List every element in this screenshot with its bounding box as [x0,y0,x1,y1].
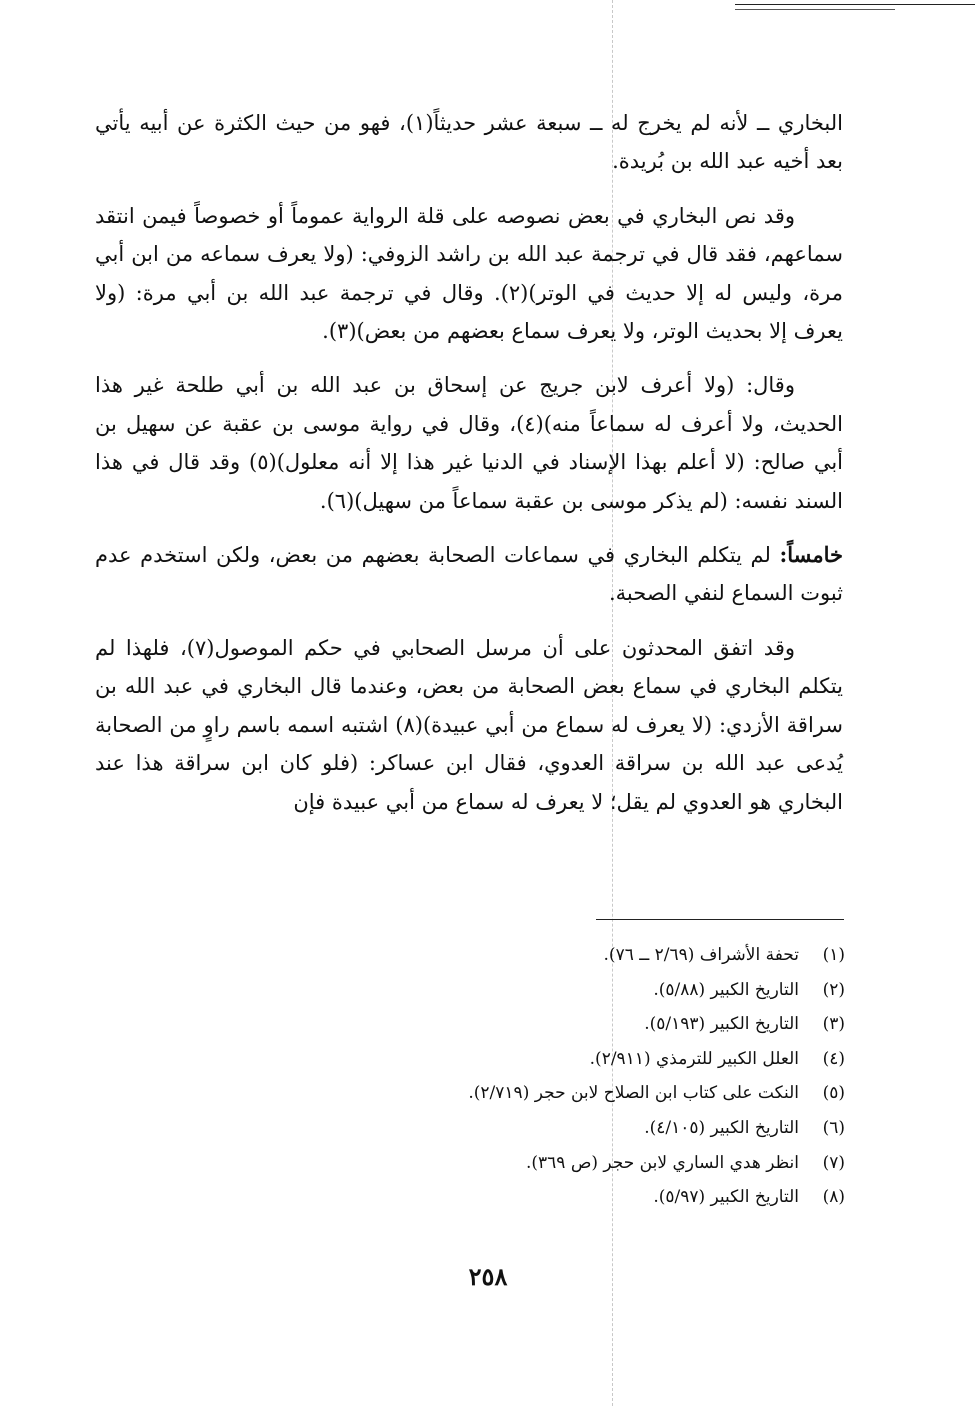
paragraph-3-text: وقال: (ولا أعرف لابن جريج عن إسحاق بن عبد الله بن أبي طلحة غير هذا الحديث، ولا أعرف له سماعاً منه)(٤)، وقال في رواية موسى بن عقبة عن سهيل بن أبي صالح: (لا أعلم بهذا الإسناد في الدنيا غير هذا إلا أنه معلول)(٥) وقد قال في هذا السند نفسه: (لم يذكر موسى بن عقبة سماعاً من سهيل)(٦). [95,373,844,513]
paragraph-4-lead: خامساً: [779,542,843,568]
footnote-8 [300,1180,845,1215]
footnote-text: التاريخ الكبير (٥/١٩٣). [644,1014,799,1035]
footnote-3 [300,1007,845,1042]
footnote-text: التاريخ الكبير (٤/١٠٥). [644,1117,799,1138]
paragraph-5 [95,629,843,821]
footnote-number: (٧) [822,1152,845,1173]
footnote-text: انظر هدي الساري لابن حجر (ص ٣٦٩). [525,1152,799,1173]
footnote-7 [300,1146,845,1181]
paragraph-1 [95,104,843,181]
footnote-6 [300,1111,845,1146]
footnote-2 [300,973,845,1008]
footnote-separator [596,919,844,920]
footnote-text: النكت على كتاب ابن الصلاح لابن حجر (٢/٧١٩). [468,1083,799,1104]
footnote-text: التاريخ الكبير (٥/٩٧). [653,1187,799,1208]
footnote-4 [300,1042,845,1077]
header-rule [735,4,975,5]
footnote-text: تحفة الأشراف (٢/٦٩ ــ ٧٦). [603,945,799,965]
footnote-number: (٢) [822,979,845,1000]
paragraph-2 [95,197,843,351]
footnote-text: التاريخ الكبير (٥/٨٨). [653,979,799,1000]
paragraph-3 [95,366,843,520]
paragraph-4-text: لم يتكلم البخاري في سماعات الصحابة بعضهم من بعض، ولكن استخدم عدم ثبوت السماع لنفي الصحبة. [95,543,843,606]
main-text [95,104,843,837]
footnote-1 [300,938,845,973]
footnote-number: (٦) [822,1117,845,1138]
paragraph-5-text: وقد اتفق المحدثون على أن مرسل الصحابي في حكم الموصول(٧)، فلهذا لم يتكلم البخاري في سماع بعض الصحابة من بعض، وعندما قال البخاري في عبد الله بن سراقة الأزدي: (لا يعرف له سماع من أبي عبيدة)(٨) اشتبه اسمه باسم راوٍ من الصحابة يُدعى عبد الله بن سراقة العدوي، فقال ابن عساكر: (فلو كان ابن سراقة هذا عند البخاري هو العدوي لم يقل؛ لا يعرف له سماع من أبي عبيدة فإن [95,635,843,814]
footnote-number: (٤) [822,1048,845,1069]
paragraph-1-text: البخاري ــ لأنه لم يخرج له ــ سبعة عشر حديثاً(١)، فهو من حيث الكثرة عن أبيه يأتي بعد أخيه عبد الله بن بُريدة. [95,111,843,174]
page-number: ٢٥٨ [468,1262,508,1291]
footnote-number: (١) [822,945,845,965]
footnote-text: العلل الكبير للترمذي (٢/٩١١). [589,1048,799,1069]
footnotes [300,938,845,1215]
footnote-number: (٣) [822,1014,845,1035]
footnote-5 [300,1076,845,1111]
paragraph-4 [95,536,843,613]
header-rule-secondary [735,9,895,10]
paragraph-2-text: وقد نص البخاري في بعض نصوصه على قلة الرواية عموماً أو خصوصاً فيمن انتقد سماعهم، فقد قال في ترجمة عبد الله بن راشد الزوفي: (ولا يعرف سماعه من ابن أبي مرة، وليس له إلا حديث في الوتر)(٢). وقال في ترجمة عبد الله بن أبي مرة: (ولا يعرف إلا بحديث الوتر، ولا يعرف سماع بعضهم من بعض)(٣). [95,203,843,344]
footnote-number: (٨) [822,1187,845,1208]
footnote-number: (٥) [822,1083,845,1104]
